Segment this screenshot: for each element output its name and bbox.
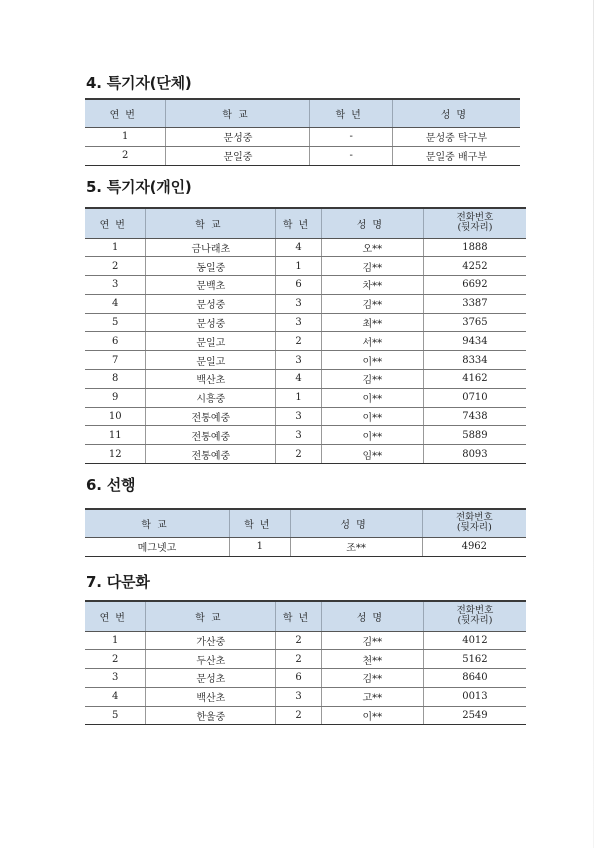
cell: 이**: [321, 426, 423, 445]
header-cell: 전화번호 (뒷자리): [423, 601, 526, 631]
cell: -: [310, 146, 392, 165]
section-7-title: 7. 다문화: [86, 573, 150, 591]
table-row: [85, 370, 526, 389]
cell: 5889: [423, 426, 526, 445]
cell: 문성중: [146, 294, 276, 313]
cell: 3: [276, 426, 322, 445]
header-cell: 학교: [166, 99, 310, 127]
table-row: [85, 332, 526, 351]
cell: 이**: [321, 351, 423, 370]
table-row: [85, 631, 526, 650]
cell: 0710: [423, 388, 526, 407]
cell: 전통예중: [146, 407, 276, 426]
section-4-title: 4. 특기자(단체): [86, 74, 192, 92]
table-row: [85, 238, 526, 257]
cell: 문일고: [146, 332, 276, 351]
section-5-table: [85, 207, 526, 464]
header-cell: 연번: [85, 99, 166, 127]
cell: 6: [276, 276, 322, 295]
table-row: [85, 146, 520, 165]
header-cell: 연번: [85, 601, 146, 631]
header-cell: 학교: [85, 509, 229, 537]
cell: 백산초: [146, 370, 276, 389]
cell: 9434: [423, 332, 526, 351]
table-row: [85, 426, 526, 445]
cell: 문성중 탁구부: [392, 127, 520, 146]
header-cell: 전화번호 (뒷자리): [422, 509, 526, 537]
section-4-table: [85, 98, 520, 166]
table-row: [85, 687, 526, 706]
cell: 2: [85, 146, 166, 165]
table-row: [85, 127, 520, 146]
header-cell: 성명: [392, 99, 520, 127]
cell: 김**: [321, 294, 423, 313]
cell: 2: [85, 650, 146, 669]
table-row: [85, 537, 526, 556]
cell: 고**: [321, 687, 423, 706]
cell: 문백초: [146, 276, 276, 295]
cell: 3: [85, 276, 146, 295]
section-6-table: [85, 508, 526, 557]
cell: 8334: [423, 351, 526, 370]
cell: 4012: [423, 631, 526, 650]
header-cell: 성명: [290, 509, 422, 537]
cell: 5: [85, 313, 146, 332]
cell: 3765: [423, 313, 526, 332]
cell: 임**: [321, 445, 423, 464]
cell: 9: [85, 388, 146, 407]
table-row: [85, 257, 526, 276]
cell: 10: [85, 407, 146, 426]
cell: 문성초: [146, 669, 276, 688]
section-5-title: 5. 특기자(개인): [86, 178, 192, 196]
cell: 2: [276, 332, 322, 351]
cell: 4: [276, 370, 322, 389]
cell: 6: [85, 332, 146, 351]
cell: 4: [85, 294, 146, 313]
cell: 조**: [290, 537, 422, 556]
cell: 문성중: [166, 127, 310, 146]
cell: 두산초: [146, 650, 276, 669]
cell: 김**: [321, 257, 423, 276]
cell: 시흥중: [146, 388, 276, 407]
cell: 한울중: [146, 706, 276, 725]
cell: 메그넷고: [85, 537, 229, 556]
cell: 이**: [321, 388, 423, 407]
cell: 문일고: [146, 351, 276, 370]
cell: 1: [85, 631, 146, 650]
cell: -: [310, 127, 392, 146]
header-cell: 학년: [276, 208, 322, 238]
cell: 1888: [423, 238, 526, 257]
section-6-title: 6. 선행: [86, 476, 136, 494]
cell: 문일중 배구부: [392, 146, 520, 165]
cell: 7438: [423, 407, 526, 426]
cell: 3: [276, 407, 322, 426]
cell: 금나래초: [146, 238, 276, 257]
cell: 4962: [422, 537, 526, 556]
cell: 2: [276, 631, 322, 650]
table-row: [85, 276, 526, 295]
cell: 1: [276, 388, 322, 407]
cell: 5: [85, 706, 146, 725]
cell: 1: [276, 257, 322, 276]
cell: 서**: [321, 332, 423, 351]
cell: 3: [85, 669, 146, 688]
cell: 7: [85, 351, 146, 370]
cell: 4: [85, 687, 146, 706]
cell: 2: [276, 706, 322, 725]
cell: 0013: [423, 687, 526, 706]
header-cell: 성명: [321, 208, 423, 238]
cell: 12: [85, 445, 146, 464]
table-row: [85, 313, 526, 332]
cell: 3: [276, 294, 322, 313]
table-header-row: [85, 99, 520, 127]
cell: 1: [85, 238, 146, 257]
table-row: [85, 445, 526, 464]
section-7-table: [85, 600, 526, 725]
cell: 2: [85, 257, 146, 276]
cell: 문성중: [146, 313, 276, 332]
cell: 동일중: [146, 257, 276, 276]
cell: 4252: [423, 257, 526, 276]
cell: 6: [276, 669, 322, 688]
cell: 11: [85, 426, 146, 445]
cell: 4: [276, 238, 322, 257]
table-row: [85, 669, 526, 688]
cell: 6692: [423, 276, 526, 295]
cell: 4162: [423, 370, 526, 389]
header-cell: 학교: [146, 601, 276, 631]
cell: 전통예중: [146, 445, 276, 464]
cell: 김**: [321, 669, 423, 688]
cell: 3: [276, 351, 322, 370]
cell: 김**: [321, 631, 423, 650]
cell: 이**: [321, 706, 423, 725]
cell: 2549: [423, 706, 526, 725]
cell: 차**: [321, 276, 423, 295]
table-header-row: [85, 509, 526, 537]
cell: 1: [85, 127, 166, 146]
cell: 1: [229, 537, 290, 556]
table-row: [85, 388, 526, 407]
table-row: [85, 407, 526, 426]
cell: 8: [85, 370, 146, 389]
header-cell: 학년: [229, 509, 290, 537]
table-row: [85, 351, 526, 370]
cell: 천**: [321, 650, 423, 669]
cell: 백산초: [146, 687, 276, 706]
table-header-row: [85, 601, 526, 631]
cell: 3387: [423, 294, 526, 313]
cell: 8640: [423, 669, 526, 688]
cell: 가산중: [146, 631, 276, 650]
cell: 이**: [321, 407, 423, 426]
cell: 최**: [321, 313, 423, 332]
header-cell: 학년: [310, 99, 392, 127]
cell: 전통예중: [146, 426, 276, 445]
header-cell: 연번: [85, 208, 146, 238]
cell: 3: [276, 687, 322, 706]
table-row: [85, 650, 526, 669]
cell: 8093: [423, 445, 526, 464]
table-row: [85, 294, 526, 313]
cell: 3: [276, 313, 322, 332]
cell: 2: [276, 445, 322, 464]
cell: 오**: [321, 238, 423, 257]
header-cell: 학교: [146, 208, 276, 238]
header-cell: 성명: [321, 601, 423, 631]
cell: 5162: [423, 650, 526, 669]
cell: 문일중: [166, 146, 310, 165]
header-cell: 전화번호 (뒷자리): [423, 208, 526, 238]
table-row: [85, 706, 526, 725]
cell: 2: [276, 650, 322, 669]
cell: 김**: [321, 370, 423, 389]
header-cell: 학년: [276, 601, 322, 631]
table-header-row: [85, 208, 526, 238]
